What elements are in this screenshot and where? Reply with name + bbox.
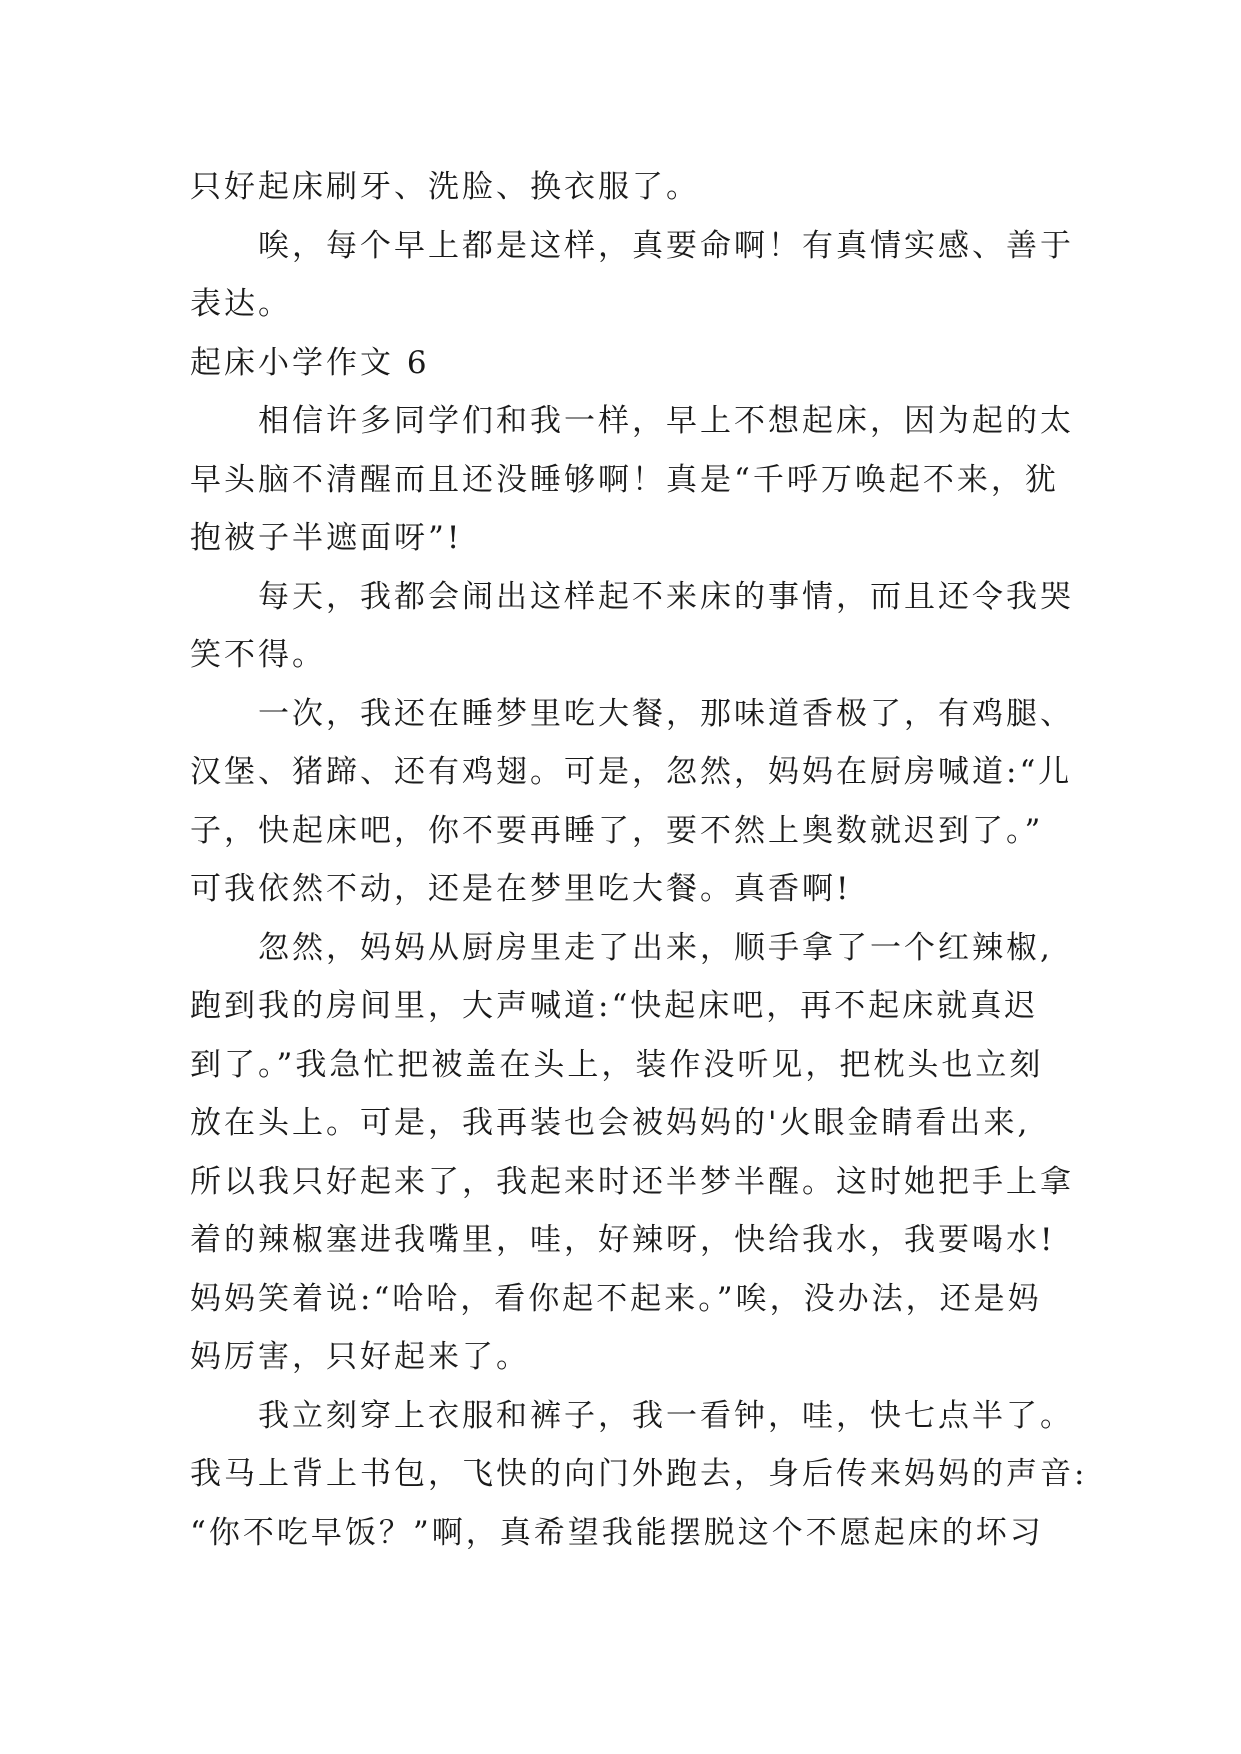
text-line: 汉堡、猪蹄、还有鸡翅。可是，忽然，妈妈在厨房喊道:“儿 <box>190 754 1073 790</box>
text-line: 抱被子半遮面呀”! <box>190 520 463 556</box>
text-line: 妈妈笑着说:“哈哈，看你起不起来。”唉，没办法，还是妈 <box>190 1280 1042 1317</box>
text-line: 我立刻穿上衣服和裤子，我一看钟，哇，快七点半了。 <box>258 1397 1074 1434</box>
text-line: 每天，我都会闹出这样起不来床的事情，而且还令我哭 <box>258 578 1074 615</box>
section-heading: 起床小学作文 6 <box>190 344 430 381</box>
text-line: 妈厉害，只好起来了。 <box>190 1339 530 1375</box>
text-line: 到了。”我急忙把被盖在头上，装作没听见，把枕头也立刻 <box>190 1046 1044 1083</box>
document-body <box>190 158 1088 1562</box>
text-line: 唉，每个早上都是这样，真要命啊！有真情实感、善于 <box>258 227 1074 264</box>
text-line: 一次，我还在睡梦里吃大餐，那味道香极了，有鸡腿、 <box>258 695 1074 732</box>
text-line: 所以我只好起来了，我起来时还半梦半醒。这时她把手上拿 <box>190 1163 1074 1200</box>
text-line: 可我依然不动，还是在梦里吃大餐。真香啊! <box>190 871 852 907</box>
text-line: 放在头上。可是，我再装也会被妈妈的'火眼金睛看出来, <box>190 1105 1031 1141</box>
text-line: 着的辣椒塞进我嘴里，哇，好辣呀，快给我水，我要喝水! <box>190 1222 1056 1258</box>
text-line: 忽然，妈妈从厨房里走了出来，顺手拿了一个红辣椒, <box>258 929 1053 966</box>
text-line: 相信许多同学们和我一样，早上不想起床，因为起的太 <box>258 403 1074 439</box>
text-line: 表达。 <box>190 286 292 322</box>
text-line: “你不吃早饭？”啊，真希望我能摆脱这个不愿起床的坏习 <box>190 1514 1044 1551</box>
text-line: 跑到我的房间里，大声喊道:“快起床吧，再不起床就真迟 <box>190 988 1039 1024</box>
text-line: 我马上背上书包，飞快的向门外跑去，身后传来妈妈的声音: <box>190 1456 1088 1492</box>
text-line: 笑不得。 <box>190 637 326 673</box>
text-line: 子，快起床吧，你不要再睡了，要不然上奥数就迟到了。” <box>190 812 1044 849</box>
text-line: 早头脑不清醒而且还没睡够啊！真是“千呼万唤起不来，犹 <box>190 461 1059 498</box>
text-line: 只好起床刷牙、洗脸、换衣服了。 <box>190 169 700 205</box>
